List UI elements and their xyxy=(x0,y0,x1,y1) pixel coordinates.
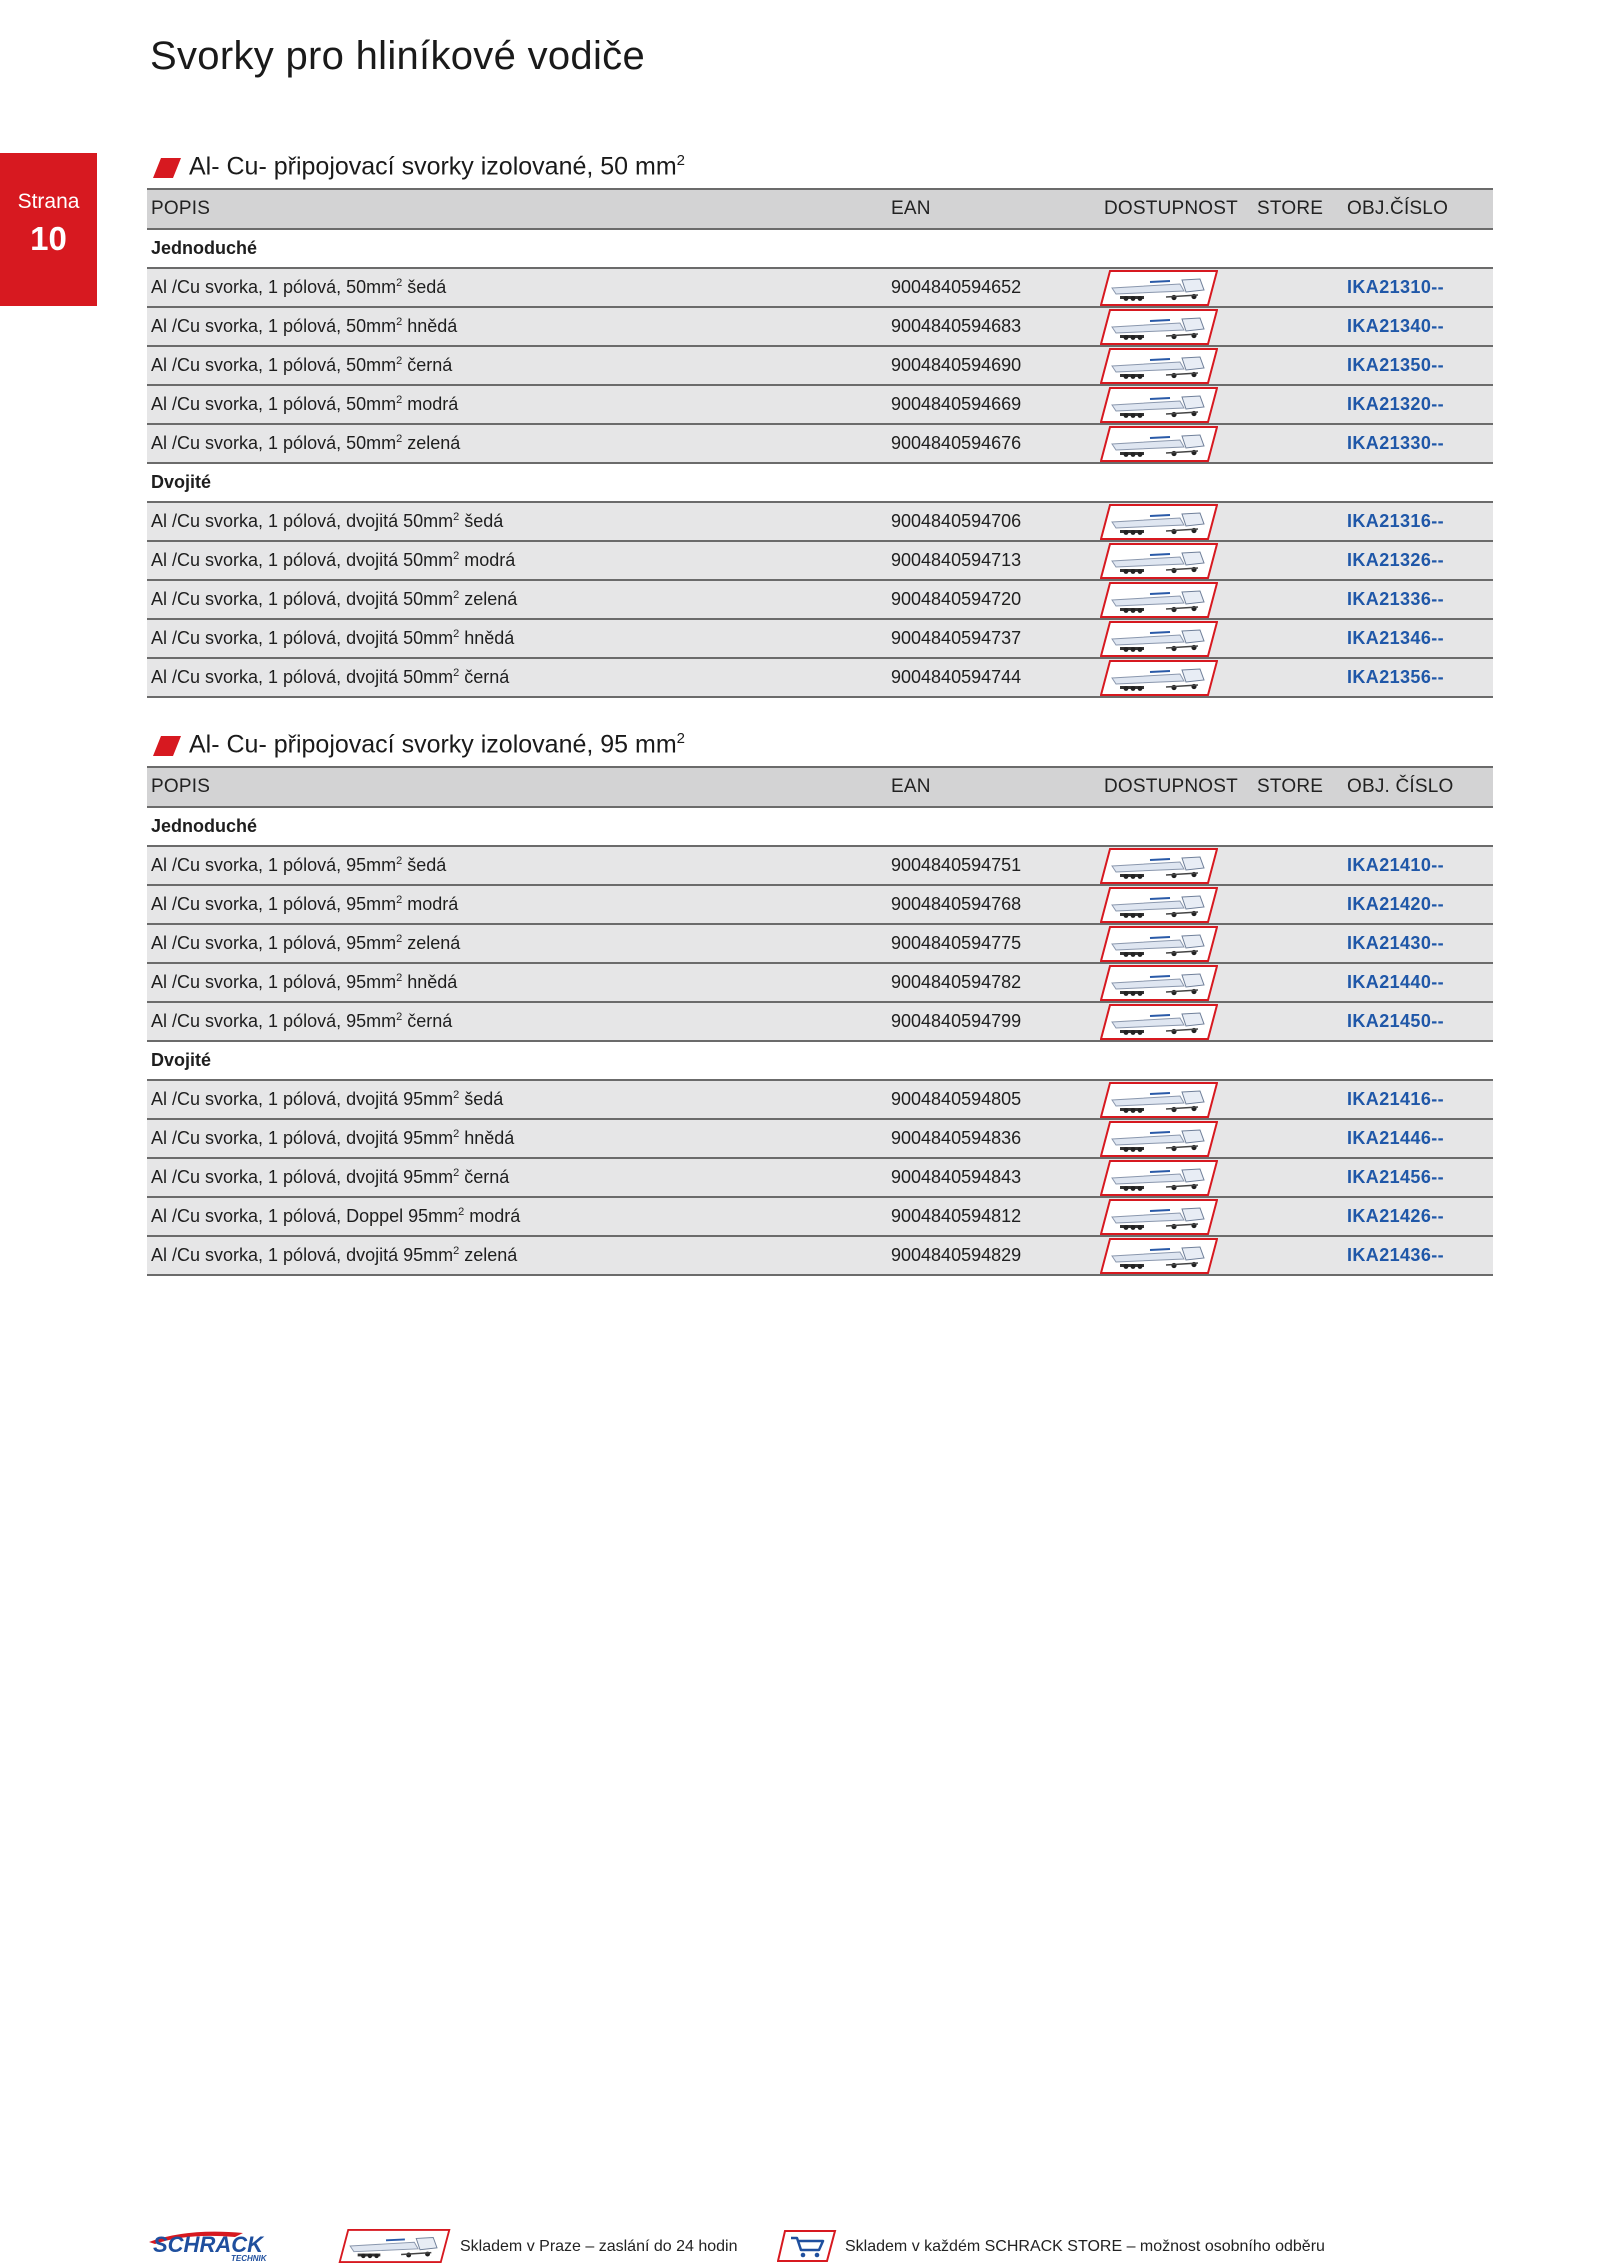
section-header xyxy=(147,728,1493,766)
store-cell xyxy=(1253,580,1343,619)
order-number[interactable]: IKA21426-- xyxy=(1343,1197,1493,1236)
section-95mm xyxy=(147,728,1493,1276)
store-cell xyxy=(1253,885,1343,924)
availability-cell xyxy=(1100,424,1253,463)
availability-cell xyxy=(1100,307,1253,346)
availability-cell xyxy=(1100,346,1253,385)
description-color: modrá xyxy=(402,394,459,414)
table-row xyxy=(147,619,1493,658)
section-title xyxy=(189,730,685,759)
truck-icon xyxy=(1100,504,1218,540)
table-header-row xyxy=(147,767,1493,807)
ean-code: 9004840594799 xyxy=(887,1002,1100,1041)
product-description xyxy=(147,1002,887,1041)
description-text: Al /Cu svorka, 1 pólová, 50mm xyxy=(151,433,397,453)
ean-code: 9004840594836 xyxy=(887,1119,1100,1158)
order-number[interactable]: IKA21340-- xyxy=(1343,307,1493,346)
table-row xyxy=(147,346,1493,385)
product-description xyxy=(147,658,887,697)
table-row xyxy=(147,1158,1493,1197)
product-description xyxy=(147,1236,887,1275)
store-cell xyxy=(1253,1002,1343,1041)
table-row xyxy=(147,385,1493,424)
availability-cell xyxy=(1100,580,1253,619)
availability-cell xyxy=(1100,502,1253,541)
description-color: hnědá xyxy=(459,628,515,648)
ean-code: 9004840594737 xyxy=(887,619,1100,658)
footer xyxy=(147,2226,1447,2266)
truck-icon xyxy=(1100,887,1218,923)
store-cell xyxy=(1253,307,1343,346)
product-description xyxy=(147,541,887,580)
table-row xyxy=(147,1236,1493,1275)
table-header-row xyxy=(147,189,1493,229)
description-superscript: 2 xyxy=(453,511,460,523)
store-cell xyxy=(1253,1119,1343,1158)
ean-code: 9004840594812 xyxy=(887,1197,1100,1236)
ean-code: 9004840594720 xyxy=(887,580,1100,619)
header-dostupnost: DOSTUPNOST xyxy=(1100,767,1253,807)
order-number[interactable]: IKA21330-- xyxy=(1343,424,1493,463)
product-description xyxy=(147,619,887,658)
ean-code: 9004840594751 xyxy=(887,846,1100,885)
ean-code: 9004840594669 xyxy=(887,385,1100,424)
description-color: černá xyxy=(402,1011,453,1031)
store-cell xyxy=(1253,1158,1343,1197)
order-number[interactable]: IKA21416-- xyxy=(1343,1080,1493,1119)
page-tab-label: Strana xyxy=(17,190,80,213)
description-text: Al /Cu svorka, 1 pólová, 50mm xyxy=(151,394,397,414)
description-text: Al /Cu svorka, 1 pólová, dvojitá 50mm xyxy=(151,589,454,609)
description-color: zelená xyxy=(402,433,461,453)
description-superscript: 2 xyxy=(396,433,403,445)
page-title: Svorky pro hliníkové vodiče xyxy=(150,34,645,78)
description-color: hnědá xyxy=(402,316,458,336)
description-color: hnědá xyxy=(402,972,458,992)
logo-subtext: TECHNIK xyxy=(231,2254,267,2262)
description-superscript: 2 xyxy=(453,1128,460,1140)
order-number[interactable]: IKA21326-- xyxy=(1343,541,1493,580)
description-superscript: 2 xyxy=(453,589,460,601)
footer-store-text: Skladem v každém SCHRACK STORE – možnost osobního odběru xyxy=(845,2238,1325,2255)
section-title-superscript: 2 xyxy=(676,730,686,747)
logo-wordmark: SCHRACK xyxy=(153,2232,263,2257)
order-number[interactable]: IKA21440-- xyxy=(1343,963,1493,1002)
store-cell xyxy=(1253,268,1343,307)
description-text: Al /Cu svorka, 1 pólová, Doppel 95mm xyxy=(151,1206,459,1226)
table-row xyxy=(147,1119,1493,1158)
store-cell xyxy=(1253,1236,1343,1275)
description-superscript: 2 xyxy=(453,1245,460,1257)
availability-cell xyxy=(1100,268,1253,307)
product-description xyxy=(147,846,887,885)
description-text: Al /Cu svorka, 1 pólová, 95mm xyxy=(151,855,397,875)
truck-icon xyxy=(1100,387,1218,423)
description-color: šedá xyxy=(459,511,504,531)
truck-icon xyxy=(1100,582,1218,618)
store-cell xyxy=(1253,619,1343,658)
product-description xyxy=(147,1080,887,1119)
truck-icon xyxy=(1100,1004,1218,1040)
description-text: Al /Cu svorka, 1 pólová, 95mm xyxy=(151,933,397,953)
availability-cell xyxy=(1100,963,1253,1002)
truck-icon xyxy=(1100,1121,1218,1157)
description-text: Al /Cu svorka, 1 pólová, dvojitá 95mm xyxy=(151,1128,454,1148)
description-color: černá xyxy=(459,1167,510,1187)
availability-cell xyxy=(1100,924,1253,963)
ean-code: 9004840594843 xyxy=(887,1158,1100,1197)
store-cell xyxy=(1253,963,1343,1002)
availability-cell xyxy=(1100,1002,1253,1041)
ean-code: 9004840594782 xyxy=(887,963,1100,1002)
truck-icon xyxy=(1100,848,1218,884)
ean-code: 9004840594775 xyxy=(887,924,1100,963)
product-description xyxy=(147,1197,887,1236)
header-obj-cislo: OBJ. ČÍSLO xyxy=(1343,767,1493,807)
description-text: Al /Cu svorka, 1 pólová, dvojitá 50mm xyxy=(151,667,454,687)
section-title-text: Al- Cu- připojovací svorky izolované, 95 mm xyxy=(189,730,677,759)
product-description xyxy=(147,502,887,541)
table-row xyxy=(147,885,1493,924)
section-title-superscript: 2 xyxy=(676,152,686,169)
ean-code: 9004840594690 xyxy=(887,346,1100,385)
description-color: šedá xyxy=(402,277,447,297)
table-row xyxy=(147,307,1493,346)
truck-icon xyxy=(1100,309,1218,345)
availability-cell xyxy=(1100,1080,1253,1119)
description-superscript: 2 xyxy=(458,1206,465,1218)
description-superscript: 2 xyxy=(453,550,460,562)
description-color: hnědá xyxy=(459,1128,515,1148)
description-superscript: 2 xyxy=(396,355,403,367)
description-color: zelená xyxy=(402,933,461,953)
ean-code: 9004840594676 xyxy=(887,424,1100,463)
group-row xyxy=(147,1041,1493,1080)
group-label: Dvojité xyxy=(147,463,1493,502)
truck-icon xyxy=(1100,926,1218,962)
product-description xyxy=(147,268,887,307)
truck-icon xyxy=(1100,1238,1218,1274)
description-text: Al /Cu svorka, 1 pólová, 95mm xyxy=(151,972,397,992)
product-description xyxy=(147,1119,887,1158)
table-row xyxy=(147,424,1493,463)
description-superscript: 2 xyxy=(396,277,403,289)
table-row xyxy=(147,963,1493,1002)
table-row xyxy=(147,580,1493,619)
ean-code: 9004840594768 xyxy=(887,885,1100,924)
header-store: STORE xyxy=(1253,189,1343,229)
store-cell xyxy=(1253,385,1343,424)
availability-cell xyxy=(1100,1158,1253,1197)
description-text: Al /Cu svorka, 1 pólová, dvojitá 50mm xyxy=(151,628,454,648)
availability-cell xyxy=(1100,846,1253,885)
group-label: Jednoduché xyxy=(147,229,1493,268)
group-label: Jednoduché xyxy=(147,807,1493,846)
description-superscript: 2 xyxy=(396,933,403,945)
order-number[interactable]: IKA21346-- xyxy=(1343,619,1493,658)
product-description xyxy=(147,346,887,385)
product-description xyxy=(147,385,887,424)
description-superscript: 2 xyxy=(396,855,403,867)
product-description xyxy=(147,924,887,963)
order-number[interactable]: IKA21430-- xyxy=(1343,924,1493,963)
truck-icon xyxy=(1100,1082,1218,1118)
table-row xyxy=(147,924,1493,963)
ean-code: 9004840594829 xyxy=(887,1236,1100,1275)
product-table xyxy=(147,188,1493,698)
description-text: Al /Cu svorka, 1 pólová, 50mm xyxy=(151,316,397,336)
description-text: Al /Cu svorka, 1 pólová, dvojitá 95mm xyxy=(151,1089,454,1109)
header-ean: EAN xyxy=(887,189,1100,229)
ean-code: 9004840594683 xyxy=(887,307,1100,346)
store-cell xyxy=(1253,658,1343,697)
truck-icon xyxy=(337,2229,452,2268)
product-description xyxy=(147,1158,887,1197)
description-color: modrá xyxy=(459,550,516,570)
description-text: Al /Cu svorka, 1 pólová, 95mm xyxy=(151,894,397,914)
order-number[interactable]: IKA21316-- xyxy=(1343,502,1493,541)
table-row xyxy=(147,846,1493,885)
description-superscript: 2 xyxy=(453,628,460,640)
description-color: modrá xyxy=(402,894,459,914)
header-popis: POPIS xyxy=(147,767,887,807)
truck-icon xyxy=(1100,270,1218,306)
store-cell xyxy=(1253,1080,1343,1119)
description-color: černá xyxy=(402,355,453,375)
store-cell xyxy=(1253,346,1343,385)
availability-cell xyxy=(1100,541,1253,580)
section-header xyxy=(147,150,1493,188)
header-obj-cislo: OBJ.ČÍSLO xyxy=(1343,189,1493,229)
ean-code: 9004840594805 xyxy=(887,1080,1100,1119)
product-description xyxy=(147,307,887,346)
availability-cell xyxy=(1100,1236,1253,1275)
description-text: Al /Cu svorka, 1 pólová, dvojitá 50mm xyxy=(151,550,454,570)
store-cell xyxy=(1253,424,1343,463)
section-title xyxy=(189,152,685,181)
description-superscript: 2 xyxy=(396,394,403,406)
availability-cell xyxy=(1100,658,1253,697)
table-row xyxy=(147,268,1493,307)
truck-icon xyxy=(1100,1199,1218,1235)
description-color: šedá xyxy=(459,1089,504,1109)
description-text: Al /Cu svorka, 1 pólová, 95mm xyxy=(151,1011,397,1031)
order-number[interactable]: IKA21410-- xyxy=(1343,846,1493,885)
description-text: Al /Cu svorka, 1 pólová, 50mm xyxy=(151,355,397,375)
group-label: Dvojité xyxy=(147,1041,1493,1080)
order-number[interactable]: IKA21336-- xyxy=(1343,580,1493,619)
product-description xyxy=(147,580,887,619)
truck-icon xyxy=(1100,621,1218,657)
store-cell xyxy=(1253,846,1343,885)
product-description xyxy=(147,424,887,463)
footer-truck-text: Skladem v Praze – zaslání do 24 hodin xyxy=(460,2238,738,2255)
shopping-cart-icon xyxy=(777,2229,837,2268)
truck-icon xyxy=(1100,348,1218,384)
description-superscript: 2 xyxy=(396,316,403,328)
order-number[interactable]: IKA21436-- xyxy=(1343,1236,1493,1275)
description-color: černá xyxy=(459,667,510,687)
description-superscript: 2 xyxy=(453,1167,460,1179)
group-row xyxy=(147,807,1493,846)
store-cell xyxy=(1253,1197,1343,1236)
description-superscript: 2 xyxy=(453,1089,460,1101)
description-color: modrá xyxy=(464,1206,521,1226)
table-row xyxy=(147,658,1493,697)
order-number[interactable]: IKA21420-- xyxy=(1343,885,1493,924)
truck-icon xyxy=(1100,543,1218,579)
description-superscript: 2 xyxy=(396,894,403,906)
table-row xyxy=(147,502,1493,541)
description-superscript: 2 xyxy=(453,667,460,679)
availability-cell xyxy=(1100,385,1253,424)
group-row xyxy=(147,229,1493,268)
group-row xyxy=(147,463,1493,502)
description-text: Al /Cu svorka, 1 pólová, dvojitá 95mm xyxy=(151,1245,454,1265)
store-cell xyxy=(1253,924,1343,963)
order-number[interactable]: IKA21350-- xyxy=(1343,346,1493,385)
section-title-text: Al- Cu- připojovací svorky izolované, 50 mm xyxy=(189,152,677,181)
order-number[interactable]: IKA21356-- xyxy=(1343,658,1493,697)
product-table xyxy=(147,766,1493,1276)
availability-cell xyxy=(1100,1119,1253,1158)
description-superscript: 2 xyxy=(396,972,403,984)
description-superscript: 2 xyxy=(396,1011,403,1023)
header-popis: POPIS xyxy=(147,189,887,229)
availability-cell xyxy=(1100,885,1253,924)
red-parallelogram-icon xyxy=(152,158,182,178)
order-number[interactable]: IKA21446-- xyxy=(1343,1119,1493,1158)
truck-icon xyxy=(1100,965,1218,1001)
header-dostupnost: DOSTUPNOST xyxy=(1100,189,1253,229)
truck-icon xyxy=(1100,1160,1218,1196)
header-store: STORE xyxy=(1253,767,1343,807)
description-text: Al /Cu svorka, 1 pólová, 50mm xyxy=(151,277,397,297)
description-text: Al /Cu svorka, 1 pólová, dvojitá 95mm xyxy=(151,1167,454,1187)
description-text: Al /Cu svorka, 1 pólová, dvojitá 50mm xyxy=(151,511,454,531)
ean-code: 9004840594706 xyxy=(887,502,1100,541)
table-row xyxy=(147,1197,1493,1236)
product-description xyxy=(147,963,887,1002)
ean-code: 9004840594744 xyxy=(887,658,1100,697)
page-tab-number: 10 xyxy=(30,220,67,257)
table-row xyxy=(147,1002,1493,1041)
table-row xyxy=(147,541,1493,580)
truck-icon xyxy=(1100,660,1218,696)
order-number[interactable]: IKA21320-- xyxy=(1343,385,1493,424)
truck-icon xyxy=(1100,426,1218,462)
description-color: zelená xyxy=(459,1245,518,1265)
store-cell xyxy=(1253,541,1343,580)
description-color: zelená xyxy=(459,589,518,609)
order-number[interactable]: IKA21450-- xyxy=(1343,1002,1493,1041)
product-description xyxy=(147,885,887,924)
order-number[interactable]: IKA21310-- xyxy=(1343,268,1493,307)
table-row xyxy=(147,1080,1493,1119)
availability-cell xyxy=(1100,619,1253,658)
header-ean: EAN xyxy=(887,767,1100,807)
description-color: šedá xyxy=(402,855,447,875)
order-number[interactable]: IKA21456-- xyxy=(1343,1158,1493,1197)
section-50mm xyxy=(147,150,1493,698)
schrack-logo xyxy=(147,2228,292,2267)
store-cell xyxy=(1253,502,1343,541)
page-number-tab xyxy=(0,153,97,306)
red-parallelogram-icon xyxy=(152,736,182,756)
ean-code: 9004840594713 xyxy=(887,541,1100,580)
ean-code: 9004840594652 xyxy=(887,268,1100,307)
availability-cell xyxy=(1100,1197,1253,1236)
